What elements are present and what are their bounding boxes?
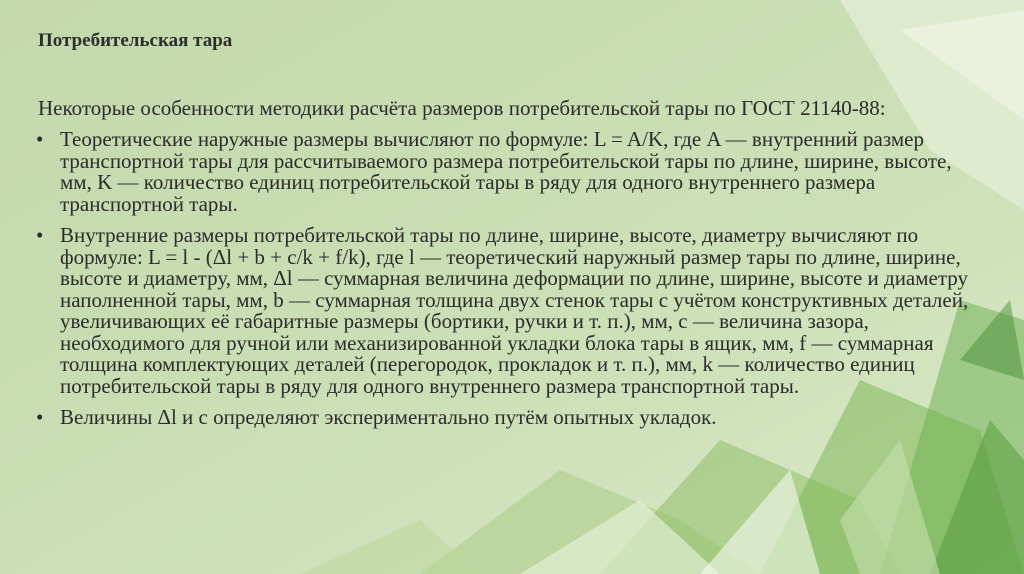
bullet-text: Теоретические наружные размеры вычисляют по формуле: L = A/K, где A — внутренний размер транспортной тары для рассчитываемого размера потребительской тары по длине, ширине, высоте, мм, K — количество единиц потребительской тары в ряду для одного внутреннего размера транспортной тары.	[60, 127, 952, 216]
slide-title: Потребительская тара	[38, 30, 233, 51]
bullet-marker: •	[36, 223, 44, 247]
bullet-marker: •	[36, 405, 44, 429]
intro-paragraph: Некоторые особенности методики расчёта размеров потребительской тары по ГОСТ 21140-88:	[38, 96, 886, 120]
bullet-item	[36, 407, 986, 429]
bullet-list	[36, 129, 986, 429]
bullet-item	[36, 129, 986, 215]
bullet-text: Внутренние размеры потребительской тары по длине, ширине, высоте, диаметру вычисляют по формуле: L = l - (Δl + b + c/k + f/k), где l — теоретический наружный размер тары по длине, ширине, высоте и диаметру, мм, Δl — суммарная величина деформации по длине, ширине, высоте и диаметру наполненной тары, мм, b — суммарная толщина двух стенок тары с учётом конструктивных деталей, увеличивающих её габаритные размеры (бортики, ручки и т. п.), мм, c — величина зазора, необходимого для ручной или механизированной укладки блока тары в ящик, мм, f — суммарная толщина комплектующих деталей (перегородок, прокладок и т. п.), мм, k — количество единиц потребительской тары в ряду для одного внутреннего размера транспортной тары.	[60, 223, 969, 398]
slide-content	[36, 30, 986, 439]
bullet-item	[36, 225, 986, 397]
bullet-marker: •	[36, 127, 44, 151]
bullet-text: Величины Δl и c определяют экспериментально путём опытных укладок.	[60, 405, 717, 429]
